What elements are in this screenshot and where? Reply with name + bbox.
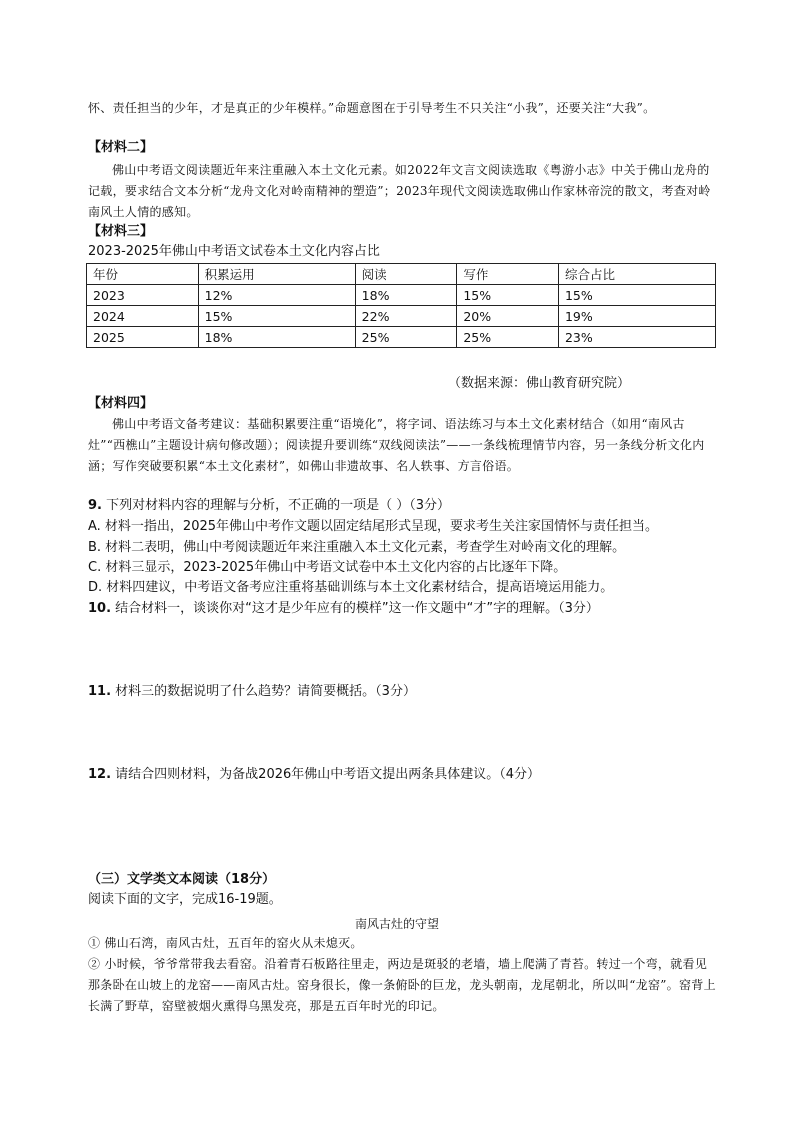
table-cell: 15% xyxy=(457,285,559,306)
question-12 xyxy=(88,765,718,786)
question-11 xyxy=(88,682,718,703)
section-three-heading: （三）文学类文本阅读（18分） xyxy=(88,872,276,887)
material-two-text: 佛山中考语文阅读题近年来注重融入本土文化元素。如2022年文言文阅读选取《粤游小志》中关于佛山龙舟的记载，要求结合文本分析“龙舟文化对岭南精神的塑造”；2023年现代文阅读选取佛山作家林帝浣的散文，考查对岭南风土人情的感知。 xyxy=(88,163,711,219)
table-cell: 2023 xyxy=(87,285,199,306)
question-number: 9. xyxy=(88,498,102,513)
culture-ratio-table xyxy=(86,263,716,348)
table-cell: 23% xyxy=(558,327,715,348)
article-paragraph-1: ① 佛山石湾，南风古灶，五百年的窑火从未熄灭。 xyxy=(88,936,363,950)
table-header-cell: 年份 xyxy=(87,264,199,285)
table-cell: 20% xyxy=(457,306,559,327)
table-row xyxy=(87,306,716,327)
table-header-row xyxy=(87,264,716,285)
option-b: B. 材料二表明，佛山中考阅读题近年来注重融入本土文化元素，考查学生对岭南文化的理解。 xyxy=(88,540,626,555)
question-number: 12. xyxy=(88,767,112,782)
table-row xyxy=(87,327,716,348)
option-a: A. 材料一指出，2025年佛山中考作文题以固定结尾形式呈现，要求考生关注家国情怀与责任担当。 xyxy=(88,519,659,534)
question-stem: 材料三的数据说明了什么趋势？请简要概括。（3分） xyxy=(115,684,416,699)
material-four-heading: 【材料四】 xyxy=(88,396,154,411)
material-four-text: 佛山中考语文备考建议：基础积累要注重“语境化”，将字词、语法练习与本土文化素材结合（如用“南风古灶”“西樵山”主题设计病句修改题）；阅读提升要训练“双线阅读法”——一条线梳理情节内容，另一条线分析文化内涵；写作突破要积累“本土文化素材”，如佛山非遗故事、名人轶事、方言俗语。 xyxy=(88,417,705,473)
table-header-cell: 综合占比 xyxy=(558,264,715,285)
article-title: 南风古灶的守望 xyxy=(354,917,439,931)
question-stem: 请结合四则材料，为备战2026年佛山中考语文提出两条具体建议。（4分） xyxy=(115,767,541,782)
table-cell: 25% xyxy=(457,327,559,348)
table-cell: 25% xyxy=(355,327,457,348)
question-stem: 下列对材料内容的理解与分析，不正确的一项是（ ）（3分） xyxy=(106,498,451,513)
table-cell: 22% xyxy=(355,306,457,327)
question-number: 10. xyxy=(88,601,112,616)
table-header-cell: 积累运用 xyxy=(198,264,355,285)
question-number: 11. xyxy=(88,684,112,699)
material-three-heading: 【材料三】 xyxy=(88,224,154,239)
table-cell: 19% xyxy=(558,306,715,327)
article-paragraph-2: ② 小时候，爷爷常带我去看窑。沿着青石板路往里走，两边是斑驳的老墙，墙上爬满了青苔。转过一个弯，就看见那条卧在山坡上的龙窑——南风古灶。窑身很长，像一条俯卧的巨龙，龙头朝南，龙尾朝北，所以叫“龙窑”。窑背上长满了野草，窑壁被烟火熏得乌黑发亮，那是五百年时光的印记。 xyxy=(88,957,716,1013)
question-10 xyxy=(88,599,718,620)
option-d: D. 材料四建议，中考语文备考应注重将基础训练与本土文化素材结合，提高语境运用能力。 xyxy=(88,580,614,595)
table-header-cell: 阅读 xyxy=(355,264,457,285)
question-9 xyxy=(88,496,718,517)
material-two-heading: 【材料二】 xyxy=(88,140,154,155)
table-header-cell: 写作 xyxy=(457,264,559,285)
table-cell: 18% xyxy=(355,285,457,306)
option-c: C. 材料三显示，2023-2025年佛山中考语文试卷中本土文化内容的占比逐年下降。 xyxy=(88,560,567,575)
table-caption: 2023-2025年佛山中考语文试卷本土文化内容占比 xyxy=(88,244,380,259)
table-cell: 18% xyxy=(198,327,355,348)
material-one-tail: 怀、责任担当的少年，才是真正的少年模样。”命题意图在于引导考生不只关注“小我”，还要关注“大我”。 xyxy=(88,101,656,115)
table-cell: 15% xyxy=(558,285,715,306)
data-source-note: （数据来源：佛山教育研究院） xyxy=(448,376,631,391)
table-cell: 12% xyxy=(198,285,355,306)
section-three-instructions: 阅读下面的文字，完成16-19题。 xyxy=(88,892,282,907)
table-cell: 15% xyxy=(198,306,355,327)
table-cell: 2024 xyxy=(87,306,199,327)
question-stem: 结合材料一，谈谈你对“这才是少年应有的模样”这一作文题中“才”字的理解。（3分） xyxy=(115,601,599,616)
table-cell: 2025 xyxy=(87,327,199,348)
table-row xyxy=(87,285,716,306)
